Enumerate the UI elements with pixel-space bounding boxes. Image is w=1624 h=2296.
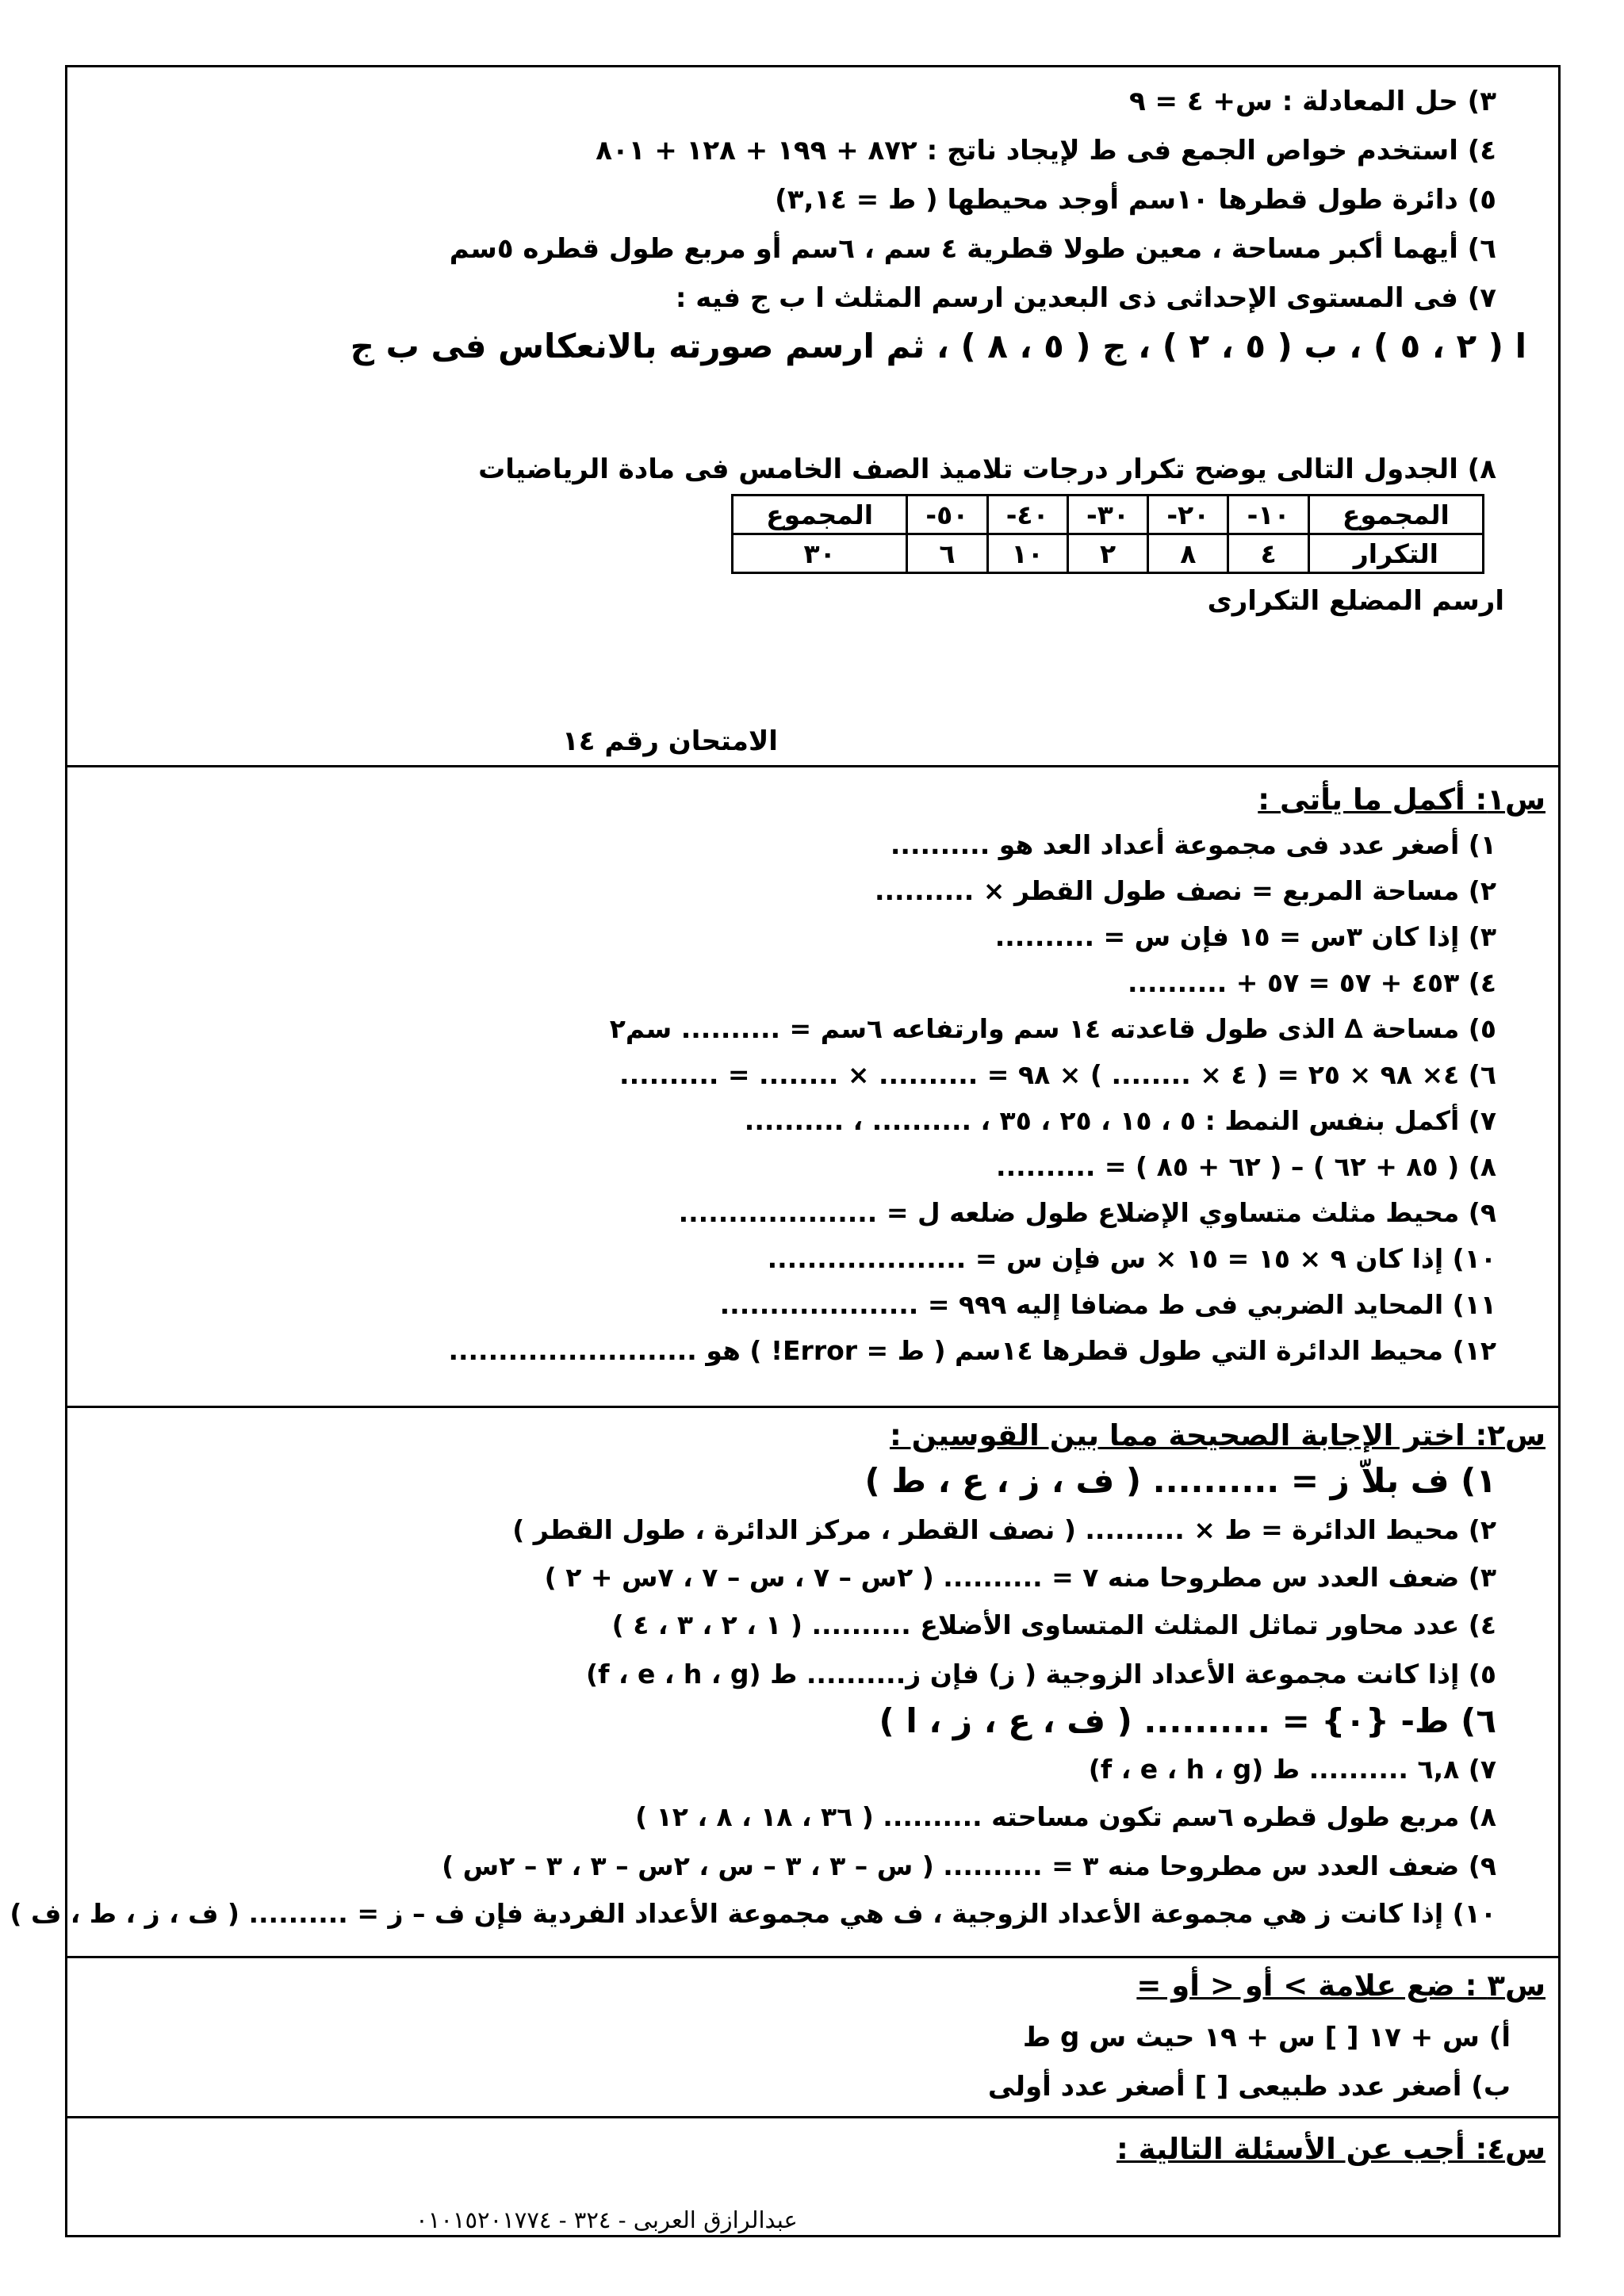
exam-title: الامتحان رقم ١٤ bbox=[562, 725, 778, 757]
table-cell: ٤ bbox=[1228, 534, 1308, 573]
q2-item: ٢) محيط الدائرة = ط × .......... ( نصف القطر ، مركز الدائرة ، طول القطر ) bbox=[512, 1514, 1496, 1545]
q3-item: أ) س + ١٧ [ ] س + ١٩ حيث س g ط bbox=[1022, 2022, 1511, 2053]
table-cell: ٥٠- bbox=[907, 496, 987, 534]
footer: عبدالرازق العربى - ٣٢٤ - ٠١٠١٥٢٠١٧٧٤ bbox=[416, 2206, 798, 2233]
table-cell: المجموع bbox=[733, 496, 907, 534]
table-cell: التكرار bbox=[1308, 534, 1483, 573]
table-cell: المجموع bbox=[1308, 496, 1483, 534]
q3-item: ب) أصغر عدد طبيعى [ ] أصغر عدد أولى bbox=[987, 2071, 1511, 2103]
q1-item: ٢) مساحة المربع = نصف طول القطر × .......... bbox=[874, 875, 1496, 906]
q1-item: ٣) إذا كان ٣س = ١٥ فإن س = .......... bbox=[994, 921, 1496, 952]
q1-item: ١) أصغر عدد فى مجموعة أعداد العد هو .......... bbox=[890, 829, 1496, 860]
table-cell: ٨ bbox=[1148, 534, 1228, 573]
q1-item: ٥) مساحة ∆ الذى طول قاعدته ١٤ سم وارتفاعه ٦سم = .......... سم٢ bbox=[609, 1013, 1496, 1044]
question-7-points: ا ( ٢ ، ٥ ) ، ب ( ٥ ، ٢ ) ، ج ( ٥ ، ٨ ) ، ثم ارسم صورته بالانعكاس فى ب ج bbox=[350, 327, 1526, 365]
exam-sheet bbox=[10, 65, 1561, 2237]
table-cell: ١٠ bbox=[987, 534, 1067, 573]
q3-title: س٣ : ضع علامة > أو < أو = bbox=[1136, 1969, 1545, 2003]
table-row bbox=[733, 534, 1484, 573]
q2-item: ١) ف بلاّ ز = .......... ( ف ، ز ، ع ، ط ) bbox=[864, 1461, 1496, 1500]
table-cell: ١٠- bbox=[1228, 496, 1308, 534]
table-cell: ٤٠- bbox=[987, 496, 1067, 534]
q2-item: ١٠) إذا كانت ز هي مجموعة الأعداد الزوجية ، ف هي مجموعة الأعداد الفردية فإن ف – ز = .......... ( ف ، ز ، ط ، ف ) bbox=[10, 1898, 1496, 1929]
table-cell: ٢٠- bbox=[1148, 496, 1228, 534]
question-6: ٦) أيهما أكبر مساحة ، معين طولا قطرية ٤ سم ، ٦سم أو مربع طول قطره ٥سم bbox=[449, 233, 1496, 265]
q1-item: ١٠) إذا كان ٩ × ١٥ = ١٥ × س فإن س = .................... bbox=[767, 1243, 1496, 1274]
question-8: ٨) الجدول التالى يوضح تكرار درجات تلاميذ الصف الخامس فى مادة الرياضيات bbox=[478, 453, 1496, 485]
q2-item: ٩) ضعف العدد س مطروحا منه ٣ = .......... ( س – ٣ ، ٣ – س ، ٢س – ٣ ، ٣ – ٢س ) bbox=[442, 1850, 1496, 1881]
table-cell: ٦ bbox=[907, 534, 987, 573]
q2-item: ٨) مربع طول قطره ٦سم تكون مساحته .......... ( ٣٦ ، ١٨ ، ٨ ، ١٢ ) bbox=[635, 1801, 1496, 1832]
q1-item: ١١) المحايد الضربي فى ط مضافا إليه ٩٩٩ = .................... bbox=[719, 1289, 1496, 1320]
q1-title: س١: أكمل ما يأتى : bbox=[1258, 783, 1545, 817]
q1-item: ١٢) محيط الدائرة التي طول قطرها ١٤سم ( ط = Error! ) هو ......................... bbox=[448, 1335, 1496, 1366]
table-cell: ٢ bbox=[1067, 534, 1147, 573]
q2-item: ٤) عدد محاور تماثل المثلث المتساوى الأضلاع .......... ( ١ ، ٢ ، ٣ ، ٤ ) bbox=[611, 1609, 1496, 1640]
table-cell: ٣٠ bbox=[733, 534, 907, 573]
q2-item: ٣) ضعف العدد س مطروحا منه ٧ = .......... ( ٢س – ٧ ، س – ٧ ، ٧س + ٢ ) bbox=[544, 1562, 1496, 1593]
q2-item: ٦) ط- {٠} = .......... ( ف ، ع ، ز ، ا ) bbox=[879, 1701, 1496, 1740]
q1-item: ٧) أكمل بنفس النمط : ٥ ، ١٥ ، ٢٥ ، ٣٥ ، .......... ، .......... bbox=[744, 1105, 1496, 1136]
q1-item: ٦) ٤× ٩٨ × ٢٥ = ( ٤ × ........ ) × ٩٨ = .......... × ........ = .......... bbox=[619, 1059, 1496, 1090]
divider bbox=[67, 1956, 1558, 1958]
q2-title: س٢: اختر الإجابة الصحيحة مما بين القوسين : bbox=[889, 1418, 1545, 1452]
frequency-table bbox=[731, 494, 1484, 574]
q1-item: ٨) ( ٨٥ + ٦٢ ) – ( ٦٢ + ٨٥ ) = .......... bbox=[996, 1151, 1496, 1182]
question-4: ٤) استخدم خواص الجمع فى ط لإيجاد ناتج : ٨٧٢ + ١٩٩ + ١٢٨ + ٨٠١ bbox=[596, 135, 1496, 166]
divider bbox=[67, 2116, 1558, 2118]
table-cell: ٣٠- bbox=[1067, 496, 1147, 534]
table-row bbox=[733, 496, 1484, 534]
question-7: ٧) فى المستوى الإحداثى ذى البعدين ارسم المثلث ا ب ج فيه : bbox=[675, 282, 1496, 314]
q1-item: ٤) ٤٥٣ + ٥٧ = ٥٧ + .......... bbox=[1127, 967, 1496, 998]
q4-title: س٤: أجب عن الأسئلة التالية : bbox=[1116, 2132, 1545, 2166]
q2-item: ٧) ٦,٨ .......... ط (f ، e ، h ، g) bbox=[1088, 1754, 1496, 1785]
divider bbox=[67, 1406, 1558, 1408]
q2-item: ٥) إذا كانت مجموعة الأعداد الزوجية ( ز) فإن ز.......... ط (f ، e ، h ، g) bbox=[586, 1659, 1496, 1689]
q1-item: ٩) محيط مثلث متساوي الإضلاع طول ضلعه ل = .................... bbox=[678, 1197, 1496, 1228]
question-3: ٣) حل المعادلة : س+ ٤ = ٩ bbox=[1128, 86, 1496, 117]
question-5: ٥) دائرة طول قطرها ١٠سم أوجد محيطها ( ط = ٣,١٤) bbox=[775, 184, 1496, 216]
draw-polygon-instruction: ارسم المضلع التكرارى bbox=[1207, 585, 1504, 617]
divider bbox=[67, 765, 1558, 767]
